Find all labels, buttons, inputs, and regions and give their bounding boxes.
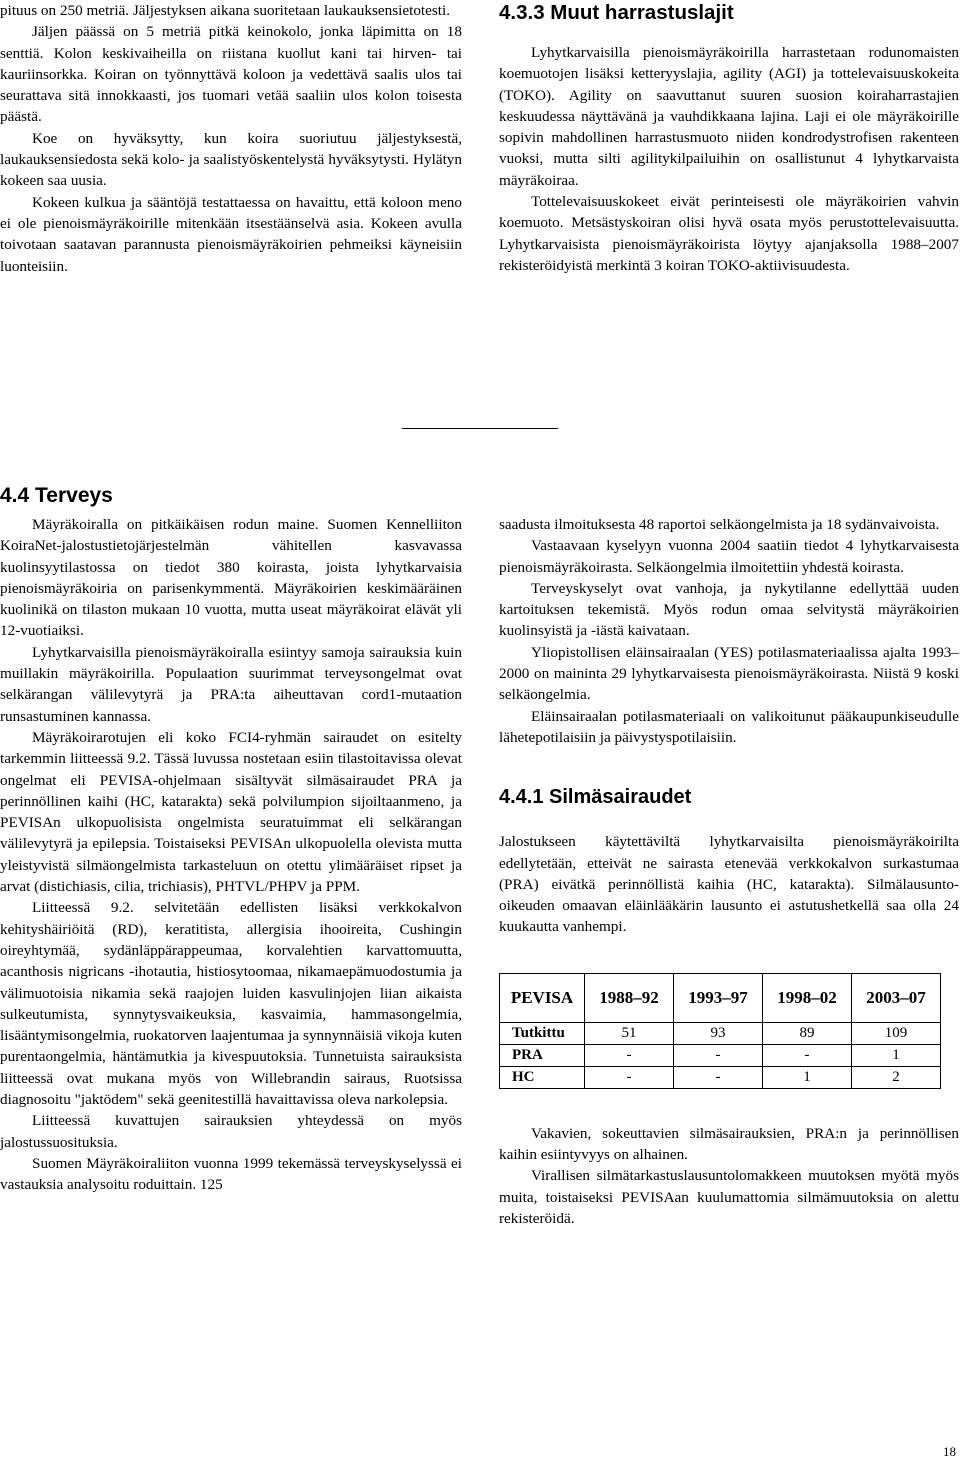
table-header-cell: PEVISA: [500, 973, 585, 1022]
table-cell: -: [585, 1044, 674, 1066]
top-left-column: [0, 0, 462, 277]
table-cell: -: [585, 1066, 674, 1088]
paragraph: Vastaavaan kyselyyn vuonna 2004 saatiin tiedot 4 lyhytkarvaisesta pienoismäyräkoirasta. Selkäongelmia ilmoitettiin yhdestä koirasta.: [499, 537, 959, 576]
table-header-cell: 1988–92: [585, 973, 674, 1022]
table-cell: 2: [852, 1066, 941, 1088]
paragraph: Mäyräkoiralla on pitkäikäisen rodun maine. Suomen Kennelliiton KoiraNet-jalostustietojärjestelmän vähitellen kasvavassa kuolinsyytilastossa on tiedot 380 koirasta, joista lyhytkarvaisia pienoismäyräkoiria on parisenkymmentä. Mäyräkoirien keskimääräinen kuolinikä on tilaston mukaan 10 vuotta, mutta useat mäyräkoirat elävät yli 12-vuotiaiksi.: [0, 516, 462, 640]
table-row-label: HC: [500, 1066, 585, 1088]
paragraph: pituus on 250 metriä. Jäljestyksen aikana suoritetaan laukauksensietotesti.: [0, 2, 451, 19]
paragraph: saadusta ilmoituksesta 48 raportoi selkäongelmista ja 18 sydänvaivoista.: [499, 516, 940, 533]
table-cell: 93: [674, 1022, 763, 1044]
after-table-text: [499, 1123, 959, 1229]
subsubsection-heading: 4.4.1 Silmäsairaudet: [499, 786, 692, 809]
bottom-left-column: [0, 514, 462, 1196]
table-row: [500, 1066, 941, 1088]
table-cell: 51: [585, 1022, 674, 1044]
table-row-label: Tutkittu: [500, 1022, 585, 1044]
table-cell: -: [763, 1044, 852, 1066]
table-row: [500, 1022, 941, 1044]
paragraph: Lyhytkarvaisilla pienoismäyräkoiralla esiintyy samoja sairauksia kuin muillakin mäyräkoirilla. Populaation suurimmat terveysongelmat ovat selkärangan välilevytyrä ja PRA:ta aiheuttavan cord1-mutaation runsastuminen kannassa.: [0, 643, 462, 725]
table-header-row: [500, 973, 941, 1022]
paragraph: Eläinsairaalan potilasmateriaali on valikoitunut pääkaupunkiseudulle lähetepotilaisiin ja päivystyspotilaisiin.: [499, 707, 959, 746]
subsection-heading: 4.3.3 Muut harrastuslajit: [499, 1, 734, 24]
table-row: [500, 1044, 941, 1066]
paragraph: Jäljen päässä on 5 metriä pitkä keinokolo, jonka läpimitta on 18 senttiä. Kolon keskivaiheilla on riistana kuollut kani tai hirven- tai kauriinsorkka. Koiran on työnnyttävä koloon ja vedettävä saalis ulos tai seurattava sitä innokkaasti, jos tuomari vetää saaliin ulos kolon toisesta päästä.: [0, 23, 462, 126]
paragraph: Mäyräkoirarotujen eli koko FCI4-ryhmän sairaudet on esitelty tarkemmin liitteessä 9.2. Tässä luvussa nostetaan esiin tilastoitavissa olevat ongelmat eli PEVISA-ohjelmaan sisältyvät silmäsairaudet PRA ja perinnöllinen kaihi (HC, katarakta) sekä polvilumpion sijoiltaanmeno, ja PEVISAn ulkopuolisista ongelmista seuratuimmat eli selkärangan välilevytyrä ja epilepsia. Toistaiseksi PEVISAn ulkopuolella olevista mutta yleistyvistä silmäongelmista tarkasteluun on otettu ylimääräiset ripset ja arvat (distichiasis, cilia, trichiasis), PHTVL/PHPV ja PPM.: [0, 728, 462, 896]
paragraph: Lyhytkarvaisilla pienoismäyräkoirilla harrastetaan rodunomaisten koemuotojen lisäksi ketteryyslajia, agility (AGI) ja tottelevaisuuskokeita (TOKO). Agility on saavuttanut suuren suosion koiraharrastajien keskuudessa näyttävänä ja vauhdikkaana lajina. Laji ei ole mäyräkoirille sopivin mahdollinen harrastusmuoto niiden kondrodystrofisen rakenteen vuoksi, mutta silti agilitykilpailuihin on osallistunut 4 lyhytkarvaista mäyräkoiraa.: [499, 44, 959, 189]
bottom-right-column: [499, 514, 959, 1229]
paragraph: Tottelevaisuuskokeet eivät perinteisesti ole mäyräkoirien vahvin koemuoto. Metsästyskoiran olisi hyvä osata myös perustottelevaisuutta. Lyhytkarvaisista pienoismäyräkoirista löytyy ajanjaksolla 1988–2007 rekisteröidyistä merkintä 3 koiran TOKO-aktiivisuudesta.: [499, 193, 959, 274]
paragraph: Kokeen kulkua ja sääntöjä testattaessa on havaittu, että koloon meno ei ole pienoismäyräkoirille mitenkään itsestäänselvä asia. Kokeen avulla toivotaan saatavan parannusta pienoismäyräkoirien pehmeiksi käyneisiin luonteisiin.: [0, 193, 462, 275]
pevisa-table: [499, 973, 941, 1089]
paragraph: Liitteessä kuvattujen sairauksien yhteydessä on myös jalostussuosituksia.: [0, 1112, 462, 1151]
paragraph: Suomen Mäyräkoiraliiton vuonna 1999 tekemässä terveyskyselyssä ei vastauksia analysoitu roduittain. 125: [0, 1154, 462, 1194]
table-header-cell: 2003–07: [852, 973, 941, 1022]
table-cell: -: [674, 1066, 763, 1088]
footnote-separator-rule: [402, 428, 558, 429]
table-cell: -: [674, 1044, 763, 1066]
table-header-cell: 1998–02: [763, 973, 852, 1022]
paragraph: Jalostukseen käytettäviltä lyhytkarvaisilta pienoismäyräkoirilta edellytetään, etteivät ne sairasta etenevää verkkokalvon surkastumaa (PRA) eivätkä perinnöllistä kaihia (HC, katarakta). Silmälausunto-oikeuden omaavan eläinlääkärin lausunto ei astutushetkellä saa olla 24 kuukautta vanhempi.: [499, 833, 959, 936]
paragraph: Koe on hyväksytty, kun koira suoriutuu jäljestyksestä, laukauksensiedosta sekä kolo- ja saalistyöskentelystä hyväksytysti. Hylätyn kokeen saa uusia.: [0, 129, 462, 190]
table-header-cell: 1993–97: [674, 973, 763, 1022]
table-cell: 1: [763, 1066, 852, 1088]
top-right-column: [499, 0, 959, 276]
table-cell: 89: [763, 1022, 852, 1044]
paragraph: Yliopistollisen eläinsairaalan (YES) potilasmateriaalissa ajalta 1993–2000 on maininta 29 lyhytkarvaisesta pienoismäyräkoirasta. Niistä 9 koski selkäongelmia.: [499, 643, 959, 704]
table-cell: 109: [852, 1022, 941, 1044]
paragraph: Virallisen silmätarkastuslausuntolomakkeen muutoksen myötä myös muita, toistaiseksi PEVISAan kuulumattomia silmämuutoksia on alettu rekisteröidä.: [499, 1167, 959, 1227]
paragraph: Liitteessä 9.2. selvitetään edellisten lisäksi verkkokalvon kehityshäiriöitä (RD), keratitista, allergisia ihooireita, Cushingin oireyhtymää, sydänläppärappeumaa, korvalehtien karvattomuutta, acanthosis nigricans -ihotautia, histiosytoomaa, nikamaepämuodostumia ja välimuotoisia nikamia sekä raajojen luiden kasvulinjojen liian aikaista sulkeutumista, synnytysvaikeuksia, kasvaimia, hammasongelmia, lisääntymisongelmia, ruokatorven laajentumaa ja synnynnäisiä vikoja kuten purentaongelmia, häntämutkia ja kivespuutoksia. Tunnetuista sairauksista liitteessä ovat mukana myös von Willebrandin sairaus, Ruotsissa diagnosoitu "jaktödem" sekä geenitestillä havaittavissa oleva narkolepsia.: [0, 899, 462, 1109]
table-row-label: PRA: [500, 1044, 585, 1066]
paragraph: Vakavien, sokeuttavien silmäsairauksien, PRA:n ja perinnöllisen kaihin esiintyvyys on alhainen.: [499, 1124, 959, 1164]
table-cell: 1: [852, 1044, 941, 1066]
paragraph: Terveyskyselyt ovat vanhoja, ja nykytilanne edellyttää uuden kartoituksen tekemistä. Myös rodun omaa selvitystä mäyräkoirien kuolinsyistä ja -iästä kaivataan.: [499, 579, 959, 640]
page-number: 18: [943, 1444, 956, 1459]
section-heading: 4.4 Terveys: [0, 484, 113, 507]
